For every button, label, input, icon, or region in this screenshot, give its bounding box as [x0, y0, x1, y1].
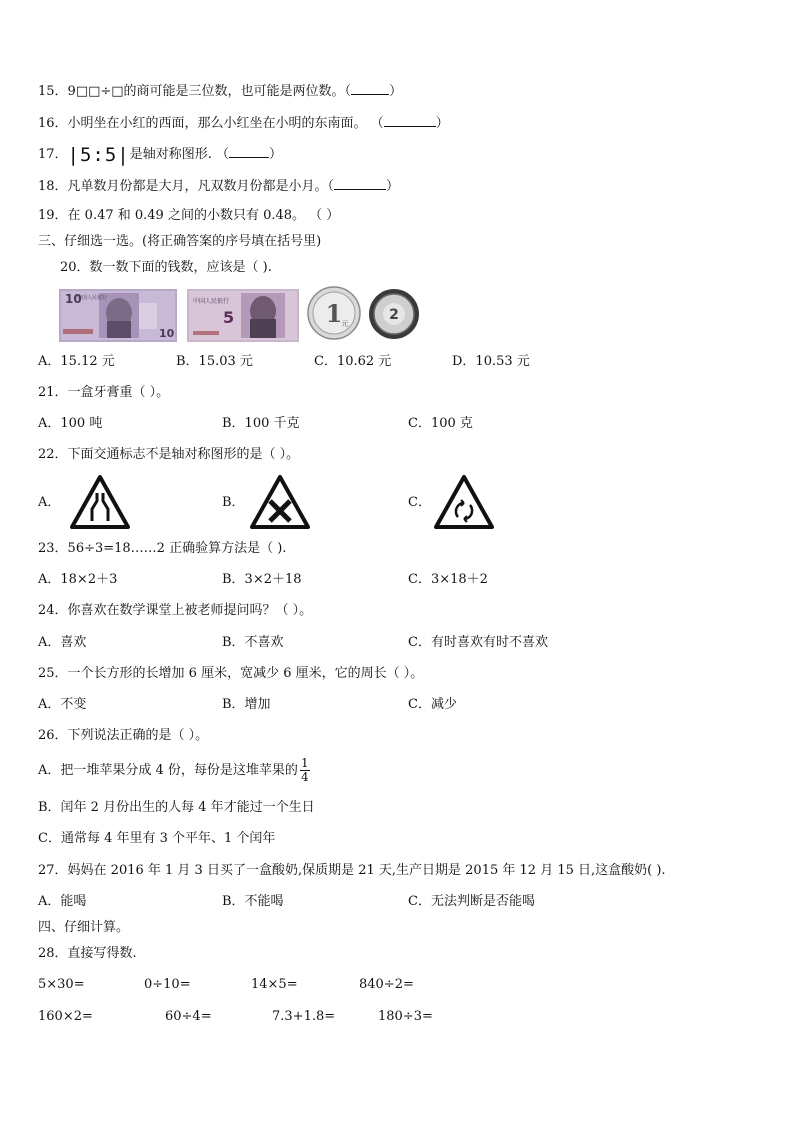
- two-fen-coin: [368, 288, 420, 340]
- svg-text:中国人民银行: 中国人民银行: [193, 298, 230, 305]
- five-yuan-banknote: [187, 289, 299, 342]
- question-21-text: 21．一盒牙膏重（ ）。: [38, 385, 170, 400]
- bill-value: 5: [223, 308, 235, 327]
- question-18: 18．凡单数月份都是大月，凡双数月份都是小月。（ ）: [38, 179, 400, 194]
- fraction: $\frac{1}{4}$: [300, 756, 309, 784]
- digital-display-glyphs: |5:5|: [67, 143, 130, 166]
- question-16: 16．小明坐在小红的西面，那么小红坐在小明的东南面。 （ ）: [38, 116, 449, 131]
- option-b[interactable]: B．不能喝: [222, 894, 284, 909]
- question-23-text: 23．56÷3=18……2 正确验算方法是（ ).: [38, 541, 287, 556]
- question-15-text: 15．9□□÷□的商可能是三位数，也可能是两位数。（: [38, 84, 352, 99]
- option-c[interactable]: C．无法判断是否能喝: [408, 894, 535, 909]
- question-19: [38, 207, 339, 225]
- question-19-text: 19．在 0.47 和 0.49 之间的小数只有 0.48。 （ ）: [38, 208, 340, 223]
- calc-item[interactable]: 5×30=: [38, 977, 85, 992]
- bill-value: 10: [65, 292, 82, 306]
- question-15: 15．9□□÷□的商可能是三位数，也可能是两位数。（ ）: [38, 84, 403, 99]
- question-25-text: 25．一个长方形的长增加 6 厘米，宽减少 6 厘米，它的周长（ ）。: [38, 666, 424, 681]
- narrow-road-sign-icon: [70, 475, 130, 529]
- svg-text:元: 元: [341, 320, 349, 328]
- calc-item[interactable]: 160×2=: [38, 1009, 93, 1024]
- question-20-text: 20．数一数下面的钱数，应该是（ ).: [60, 260, 272, 275]
- option-c[interactable]: C．: [408, 495, 431, 510]
- question-18-text: 18．凡单数月份都是大月，凡双数月份都是小月。（: [38, 179, 335, 194]
- question-22-text: 22．下面交通标志不是轴对称图形的是（ ）。: [38, 447, 300, 462]
- svg-text:中国人民银行: 中国人民银行: [77, 295, 108, 301]
- option-b[interactable]: B．3×2＋18: [222, 572, 302, 587]
- option-a[interactable]: A．: [38, 495, 61, 510]
- option-c[interactable]: C．减少: [408, 697, 457, 712]
- section-heading: 四、仔细计算。: [38, 920, 130, 935]
- section-heading: 三、仔细选一选。(将正确答案的序号填在括号里): [38, 234, 322, 249]
- question-17: 17．|5:5|是轴对称图形. （ ）: [38, 143, 283, 166]
- option-a[interactable]: A．能喝: [38, 894, 87, 909]
- option-b[interactable]: B．100 千克: [222, 416, 300, 431]
- option-b[interactable]: B．: [222, 495, 245, 510]
- option-a[interactable]: A．把一堆苹果分成 4 份，每份是这堆苹果的 $\frac{1}{4}$: [38, 756, 309, 784]
- question-28-text: 28．直接写得数.: [38, 946, 137, 961]
- one-yuan-coin: [307, 286, 361, 340]
- question-26-text: 26．下列说法正确的是（ ）。: [38, 728, 209, 743]
- question-24-text: 24．你喜欢在数学课堂上被老师提问吗？（ ）。: [38, 603, 313, 618]
- option-c[interactable]: C．通常每 4 年里有 3 个平年、1 个闰年: [38, 831, 276, 846]
- option-a[interactable]: A．15.12 元: [38, 354, 115, 369]
- svg-text:1: 1: [325, 299, 343, 328]
- option-c[interactable]: C．有时喜欢有时不喜欢: [408, 635, 548, 650]
- option-c[interactable]: C．3×18＋2: [408, 572, 488, 587]
- option-a[interactable]: A．100 吨: [38, 416, 103, 431]
- crossroad-sign-icon: [250, 475, 310, 529]
- calc-item[interactable]: 180÷3=: [378, 1009, 433, 1024]
- option-b[interactable]: B．增加: [222, 697, 271, 712]
- option-a[interactable]: A．不变: [38, 697, 87, 712]
- calc-item[interactable]: 14×5=: [251, 977, 298, 992]
- question-27-text: 27．妈妈在 2016 年 1 月 3 日买了一盒酸奶,保质期是 21 天,生产日期是 2015 年 12 月 15 日,这盒酸奶( ).: [38, 863, 666, 878]
- answer-blank[interactable]: [384, 114, 436, 127]
- calc-item[interactable]: 840÷2=: [359, 977, 414, 992]
- calc-item[interactable]: 7.3+1.8=: [272, 1009, 336, 1024]
- svg-text:2: 2: [389, 307, 399, 323]
- option-c[interactable]: C．10.62 元: [314, 354, 392, 369]
- svg-text:10: 10: [159, 327, 175, 340]
- answer-blank[interactable]: [229, 145, 269, 158]
- calc-item[interactable]: 60÷4=: [165, 1009, 212, 1024]
- option-b[interactable]: B．15.03 元: [176, 354, 253, 369]
- roundabout-sign-icon: [434, 475, 494, 529]
- question-16-text: 16．小明坐在小红的西面，那么小红坐在小明的东南面。 （: [38, 116, 384, 131]
- ten-yuan-banknote: [59, 289, 177, 342]
- option-c[interactable]: C．100 克: [408, 416, 473, 431]
- option-d[interactable]: D．10.53 元: [452, 354, 530, 369]
- option-b[interactable]: B．不喜欢: [222, 635, 284, 650]
- answer-blank[interactable]: [334, 177, 386, 190]
- answer-blank[interactable]: [351, 82, 389, 95]
- calc-item[interactable]: 0÷10=: [144, 977, 191, 992]
- option-b[interactable]: B．闰年 2 月份出生的人每 4 年才能过一个生日: [38, 800, 315, 815]
- option-a[interactable]: A．喜欢: [38, 635, 87, 650]
- question-17-text: 是轴对称图形. （: [129, 147, 230, 162]
- option-a[interactable]: A．18×2＋3: [38, 572, 118, 587]
